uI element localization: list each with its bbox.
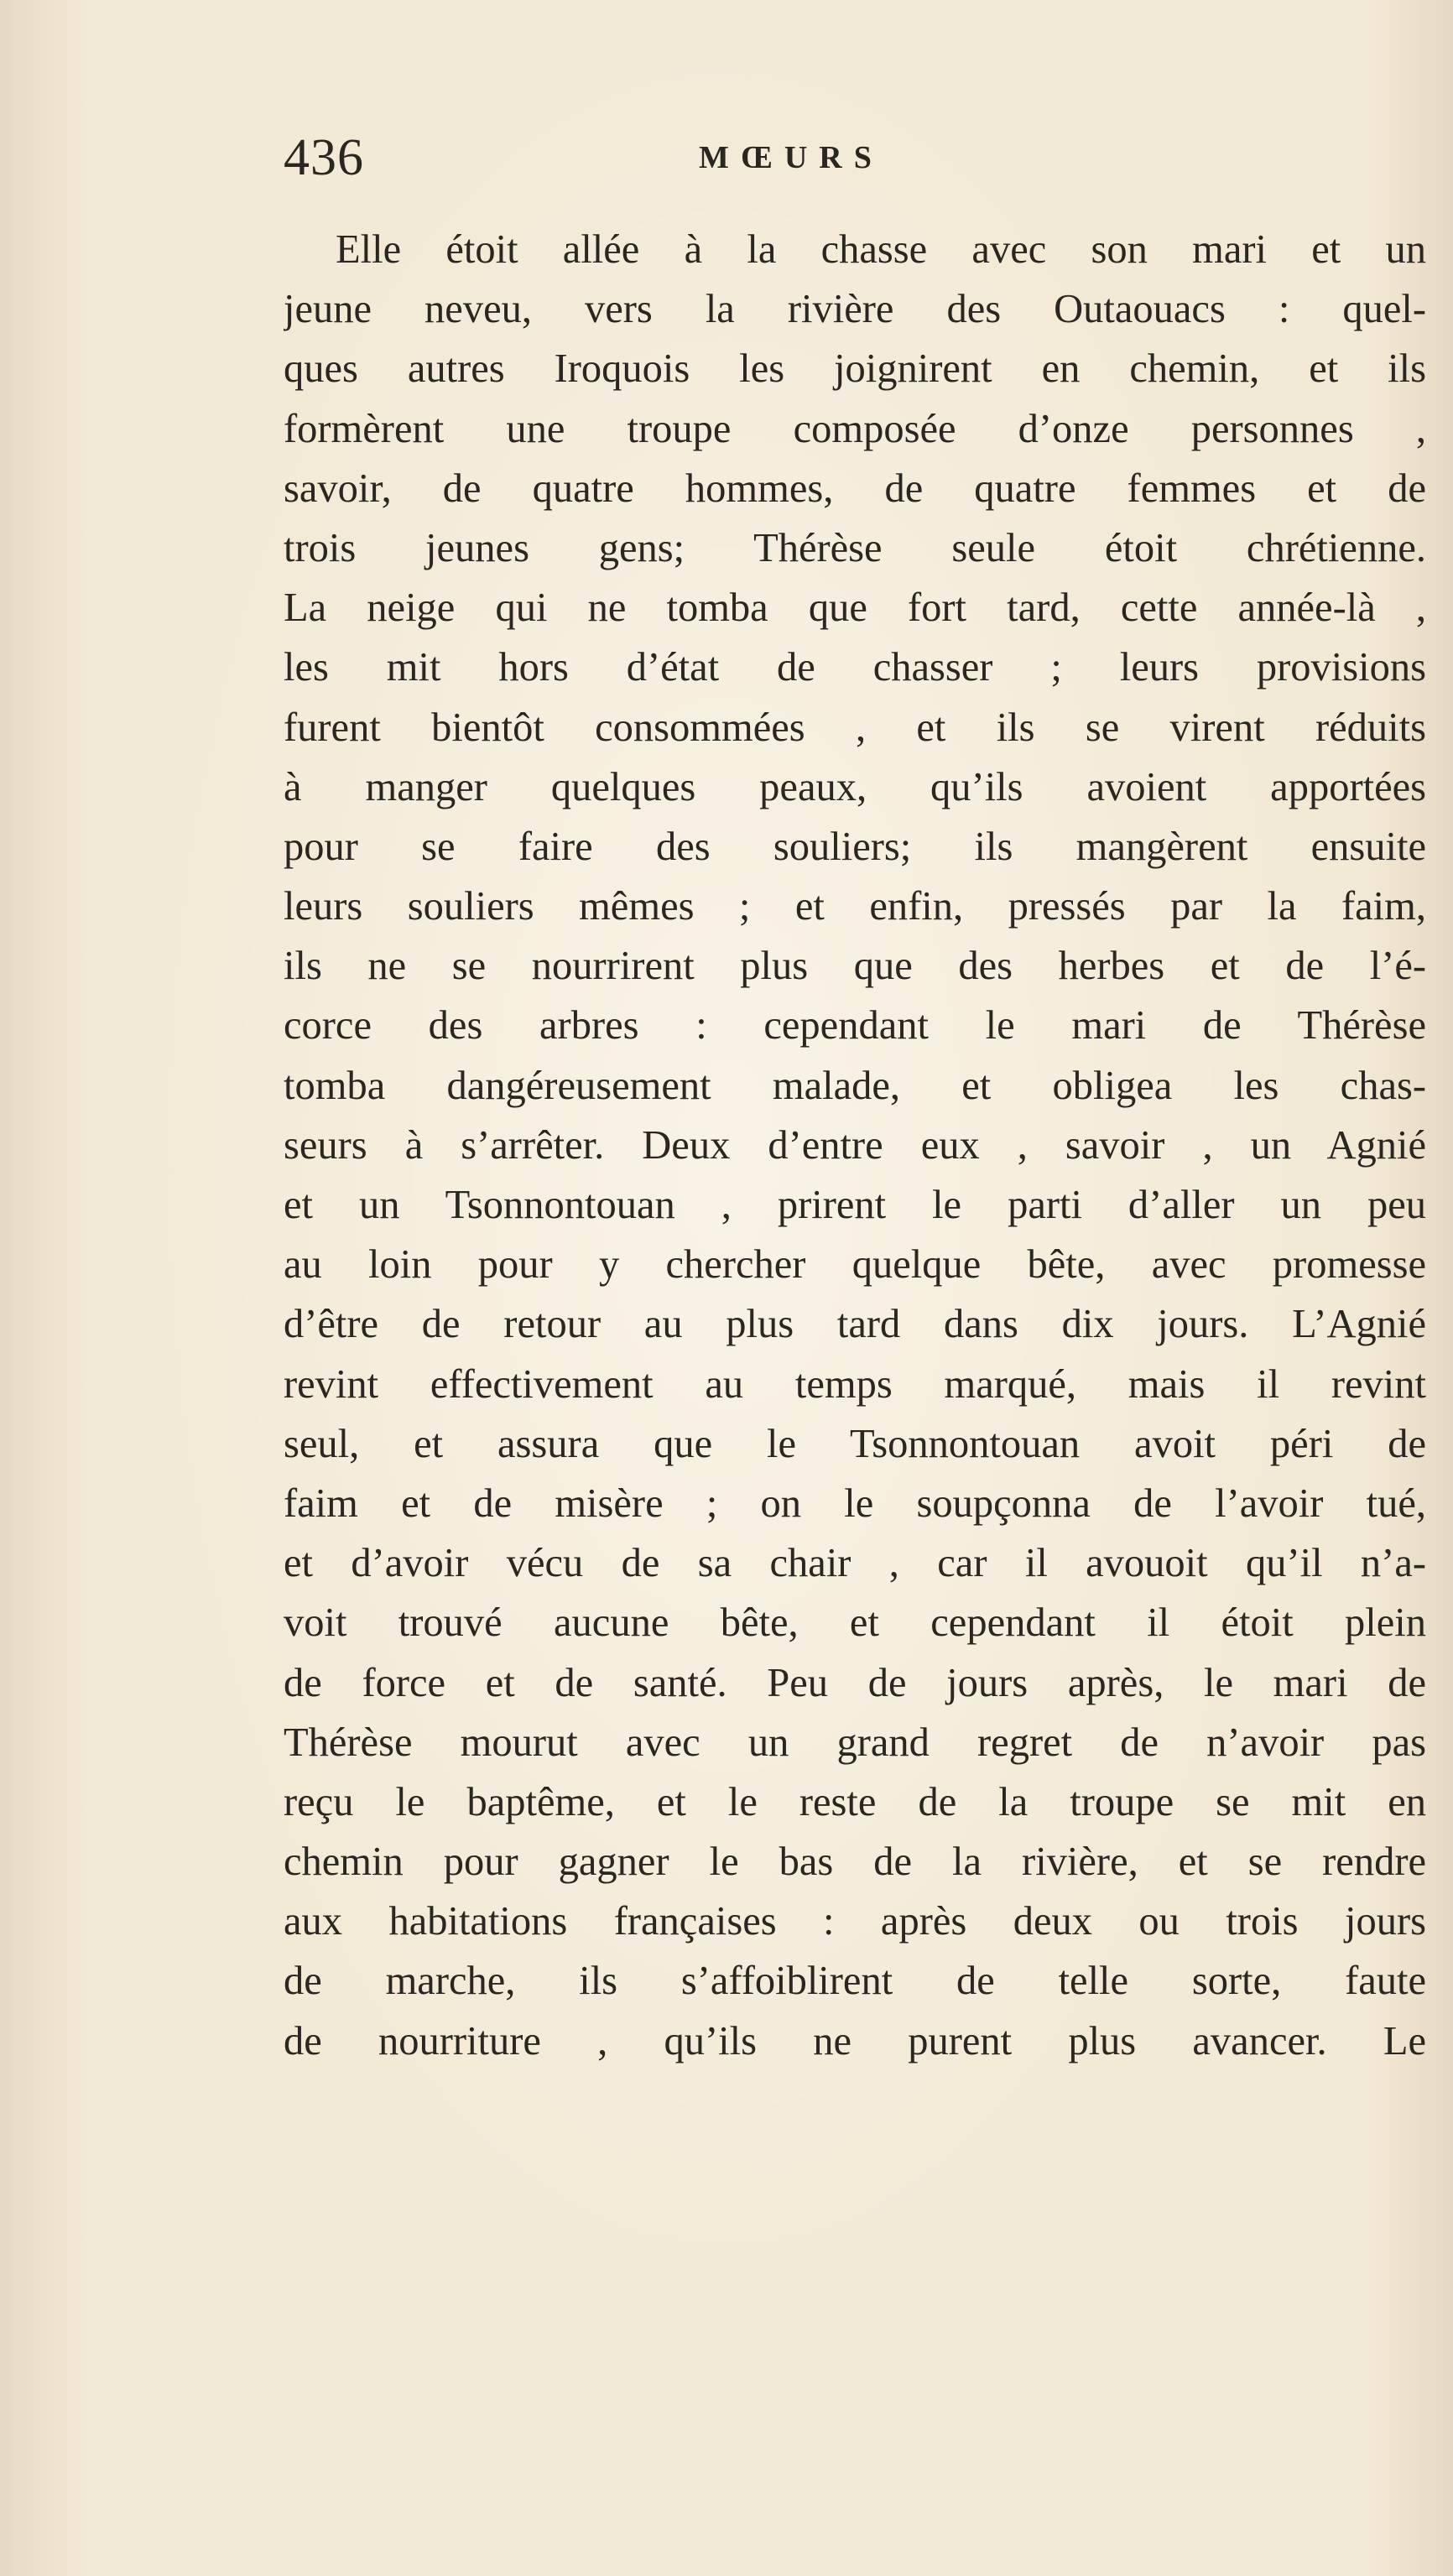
text-line: de nourriture , qu’ils ne purent plus avancer. Le <box>284 2018 1426 2063</box>
text-line: les mit hors d’état de chasser ; leurs provisions <box>284 645 1426 690</box>
text-line: formèrent une troupe composée d’onze personnes , <box>284 406 1426 451</box>
text-line: revint effectivement au temps marqué, mais il revint <box>284 1361 1426 1407</box>
text-line: leurs souliers mêmes ; et enfin, pressés par la faim, <box>284 884 1426 929</box>
page-number: 436 <box>284 129 364 186</box>
text-line: trois jeunes gens; Thérèse seule étoit chrétienne. <box>284 525 1426 570</box>
text-line: savoir, de quatre hommes, de quatre femmes et de <box>284 466 1426 511</box>
text-line: pour se faire des souliers; ils mangèrent ensuite <box>284 824 1426 869</box>
text-line: d’être de retour au plus tard dans dix jours. L’Agnié <box>284 1302 1426 1347</box>
text-line: tomba dangéreusement malade, et obligea les chas- <box>284 1063 1426 1108</box>
page-header <box>284 124 1426 191</box>
text-line: voit trouvé aucune bête, et cependant il étoit plein <box>284 1600 1426 1646</box>
text-line: reçu le baptême, et le reste de la troupe se mit en <box>284 1779 1426 1824</box>
body-text <box>284 220 1426 2071</box>
text-line: aux habitations françaises : après deux ou trois jours <box>284 1899 1426 1944</box>
text-line: de force et de santé. Peu de jours après, le mari de <box>284 1660 1426 1705</box>
text-line: corce des arbres : cependant le mari de Thérèse <box>284 1003 1426 1049</box>
text-line: chemin pour gagner le bas de la rivière, et se rendre <box>284 1840 1426 1885</box>
text-line: Elle étoit allée à la chasse avec son mari et un <box>336 227 1426 272</box>
text-line: de marche, ils s’affoiblirent de telle sorte, faute <box>284 1959 1426 2004</box>
text-line: Thérèse mourut avec un grand regret de n’avoir pas <box>284 1720 1426 1765</box>
text-line: ques autres Iroquois les joignirent en chemin, et ils <box>284 346 1426 392</box>
text-line: seurs à s’arrêter. Deux d’entre eux , savoir , un Agnié <box>284 1122 1426 1168</box>
running-head: MŒURS <box>699 140 883 175</box>
text-line: faim et de misère ; on le soupçonna de l’avoir tué, <box>284 1481 1426 1526</box>
text-line: furent bientôt consommées , et ils se virent réduits <box>284 705 1426 750</box>
text-line: et d’avoir vécu de sa chair , car il avouoit qu’il n’a- <box>284 1541 1426 1586</box>
text-line: au loin pour y chercher quelque bête, avec promesse <box>284 1242 1426 1288</box>
text-line: La neige qui ne tomba que fort tard, cette année-là , <box>284 585 1426 631</box>
text-line: jeune neveu, vers la rivière des Outaouacs : quel- <box>284 287 1426 332</box>
text-line: ils ne se nourrirent plus que des herbes et de l’é- <box>284 944 1426 989</box>
text-line: à manger quelques peaux, qu’ils avoient apportées <box>284 764 1426 809</box>
text-line: seul, et assura que le Tsonnontouan avoit péri de <box>284 1421 1426 1466</box>
text-line: et un Tsonnontouan , prirent le parti d’aller un peu <box>284 1183 1426 1227</box>
